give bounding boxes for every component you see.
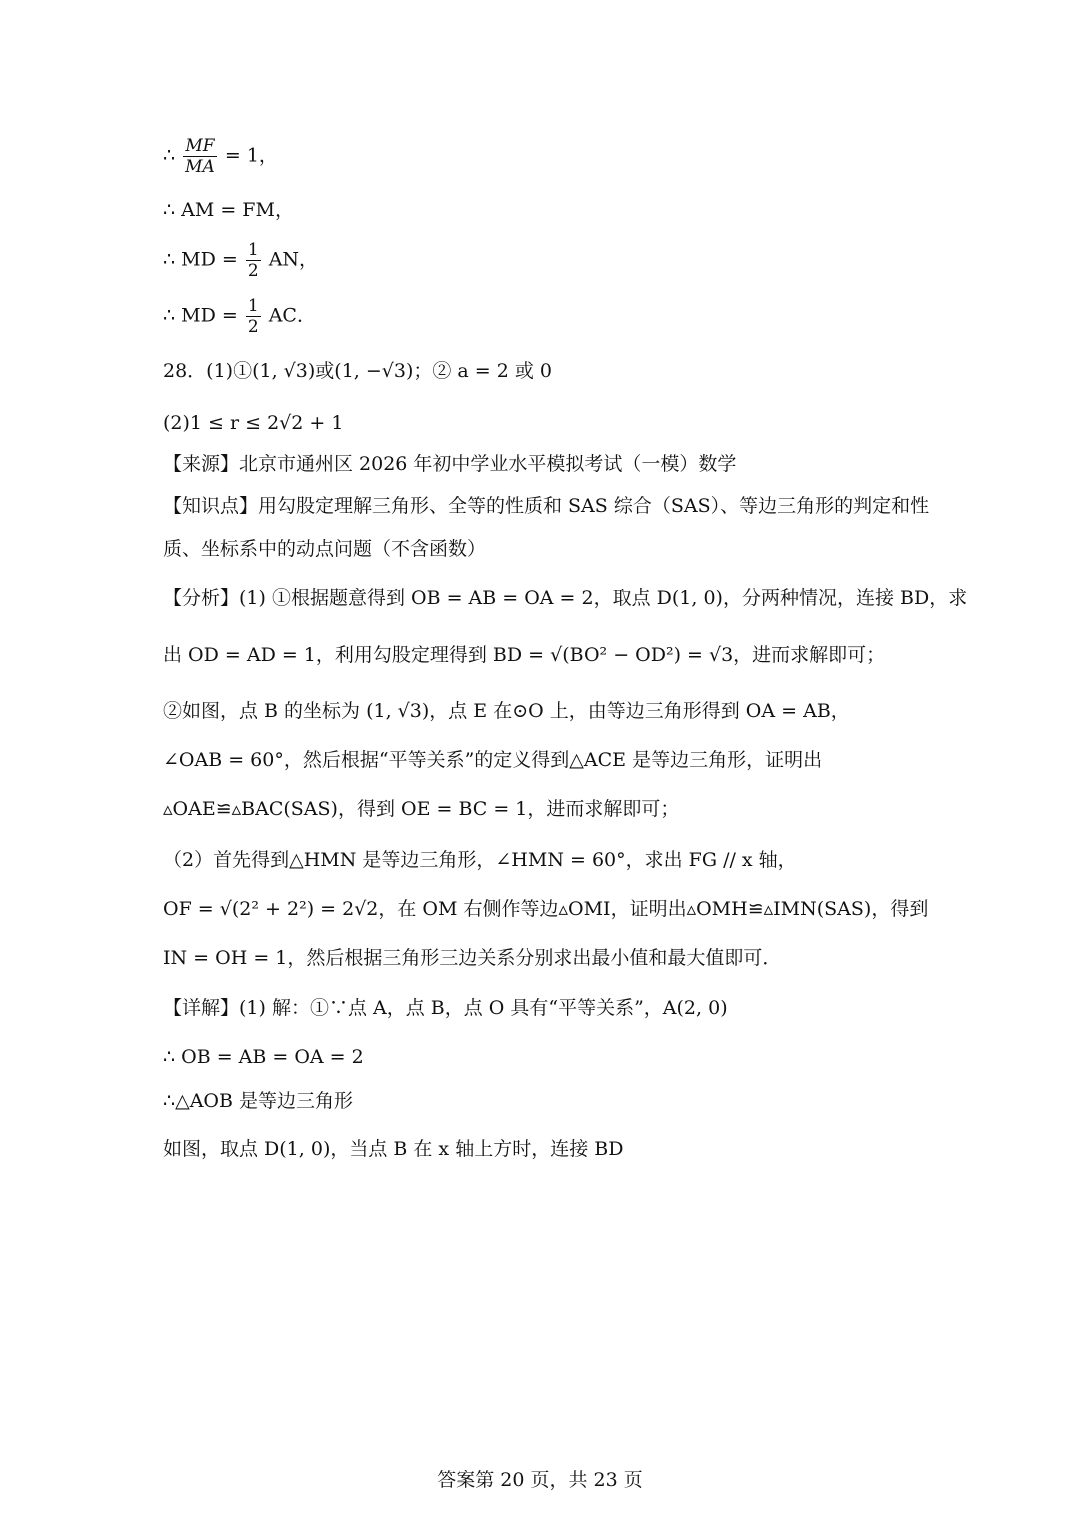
- fraction-numerator: MF: [183, 136, 217, 157]
- detail-line-4: 如图，取点 D(1, 0)，当点 B 在 x 轴上方时，连接 BD: [163, 1138, 624, 1160]
- therefore-symbol: ∴: [163, 144, 176, 167]
- equation-lhs: ∴ MD =: [163, 304, 238, 327]
- answer-28-part2: (2)1 ≤ r ≤ 2√2 + 1: [163, 412, 344, 434]
- fraction-one-half: [246, 240, 261, 281]
- page-footer: 答案第 20 页，共 23 页: [437, 1469, 643, 1491]
- step-md-an: [163, 240, 318, 281]
- equation-rhs: AN，: [268, 248, 319, 271]
- step-am-fm: ∴ AM = FM，: [163, 199, 294, 221]
- analysis-line-2: 出 OD = AD = 1，利用勾股定理得到 BD = √(BO² − OD²) = √3，进而求解即可；: [163, 644, 886, 666]
- analysis-line-1: 【分析】(1) ①根据题意得到 OB = AB = OA = 2，取点 D(1, 0)，分两种情况，连接 BD，求: [163, 587, 968, 609]
- detail-line-3: ∴△AOB 是等边三角形: [163, 1090, 354, 1112]
- detail-line-1: 【详解】(1) 解：①∵点 A，点 B，点 O 具有“平等关系”，A(2, 0): [163, 997, 728, 1019]
- fraction-denominator: 2: [247, 317, 259, 337]
- step-md-ac: [163, 296, 316, 337]
- fraction-one-half: [246, 296, 261, 337]
- knowledge-point-line-2: 质、坐标系中的动点问题（不含函数）: [163, 538, 487, 560]
- analysis-line-8: IN = OH = 1，然后根据三角形三边关系分别求出最小值和最大值即可．: [163, 947, 782, 969]
- source-line: 【来源】北京市通州区 2026 年初中学业水平模拟考试（一模）数学: [163, 453, 737, 475]
- fraction-numerator: 1: [247, 240, 259, 260]
- analysis-line-6: （2）首先得到△HMN 是等边三角形，∠HMN = 60°，求出 FG // x 轴，: [163, 849, 797, 871]
- fraction-denominator: MA: [185, 157, 215, 177]
- knowledge-point-line-1: 【知识点】用勾股定理解三角形、全等的性质和 SAS 综合（SAS）、等边三角形的判定和性: [163, 495, 930, 517]
- analysis-line-3: ②如图，点 B 的坐标为 (1, √3)，点 E 在⊙O 上，由等边三角形得到 OA = AB，: [163, 700, 850, 722]
- fraction-numerator: 1: [247, 296, 259, 316]
- equation-rhs: = 1，: [224, 144, 278, 167]
- equation-lhs: ∴ MD =: [163, 248, 238, 271]
- equation-rhs: AC．: [268, 304, 316, 327]
- analysis-line-4: ∠OAB = 60°，然后根据“平等关系”的定义得到△ACE 是等边三角形，证明出: [163, 749, 823, 771]
- analysis-line-5: ▵OAE≌▵BAC(SAS)，得到 OE = BC = 1，进而求解即可；: [163, 798, 680, 820]
- step-mf-ma: [163, 136, 278, 177]
- fraction-mf-ma: [183, 136, 217, 177]
- answer-28-part1: 28．(1)①(1, √3)或(1, −√3)；② a = 2 或 0: [163, 360, 553, 382]
- analysis-line-7: OF = √(2² + 2²) = 2√2，在 OM 右侧作等边▵OMI，证明出▵OMH≌▵IMN(SAS)，得到: [163, 898, 929, 920]
- detail-line-2: ∴ OB = AB = OA = 2: [163, 1046, 364, 1068]
- fraction-denominator: 2: [247, 261, 259, 281]
